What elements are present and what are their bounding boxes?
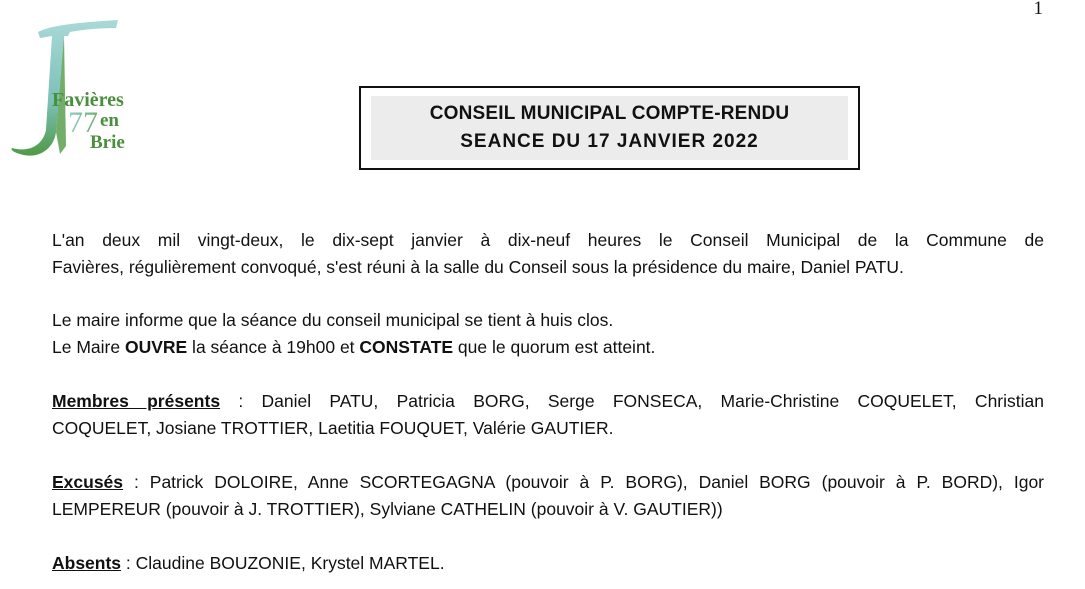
session-date-title: SEANCE DU 17 JANVIER 2022 [460,131,759,152]
svg-text:Favières: Favières [52,89,124,111]
session-paragraph [52,307,1044,361]
svg-text:Brie: Brie [90,132,125,153]
svg-text:77: 77 [68,106,98,139]
session-line-2: Le Maire OUVRE la séance à 19h00 et CONSTATE que le quorum est atteint. [52,337,656,357]
excused-line-1: Excusés : Patrick DOLOIRE, Anne SCORTEGAGNA (pouvoir à P. BORG), Daniel BORG (pouvoir à P. BORD), Igor [52,472,1044,492]
intro-line-2: Favières, régulièrement convoqué, s'est réuni à la salle du Conseil sous la présidence du maire, Daniel PATU. [52,257,904,277]
page-number: 1 [1033,0,1043,19]
absent-line: Absents : Claudine BOUZONIE, Krystel MARTEL. [52,553,445,573]
members-present-label: Membres présents [52,391,221,411]
absent-label: Absents [52,553,122,573]
members-present-line-1: Membres présents : Daniel PATU, Patricia BORG, Serge FONSECA, Marie-Christine COQUELET, Christian [52,391,1044,411]
constate-keyword: CONSTATE [359,337,454,357]
absent-paragraph [52,550,1044,577]
excused-line-2: LEMPEREUR (pouvoir à J. TROTTIER), Sylviane CATHELIN (pouvoir à V. GAUTIER)) [52,499,723,519]
intro-paragraph [52,227,1044,281]
title-block [371,96,848,160]
document-title: CONSEIL MUNICIPAL COMPTE-RENDU [429,103,790,124]
logo-graphic [8,14,148,162]
favieres-en-brie-logo [8,14,148,162]
excused-paragraph [52,469,1044,523]
ouvre-keyword: OUVRE [124,337,188,357]
intro-line-1: L'an deux mil vingt-deux, le dix-sept janvier à dix-neuf heures le Conseil Municipal de la Commune de [52,230,1044,250]
session-line-1: Le maire informe que la séance du conseil municipal se tient à huis clos. [52,310,614,330]
title-box [359,86,860,170]
members-present-line-2: COQUELET, Josiane TROTTIER, Laetitia FOUQUET, Valérie GAUTIER. [52,418,614,438]
svg-text:en: en [100,110,119,131]
excused-label: Excusés [52,472,124,492]
members-present-paragraph [52,388,1044,442]
